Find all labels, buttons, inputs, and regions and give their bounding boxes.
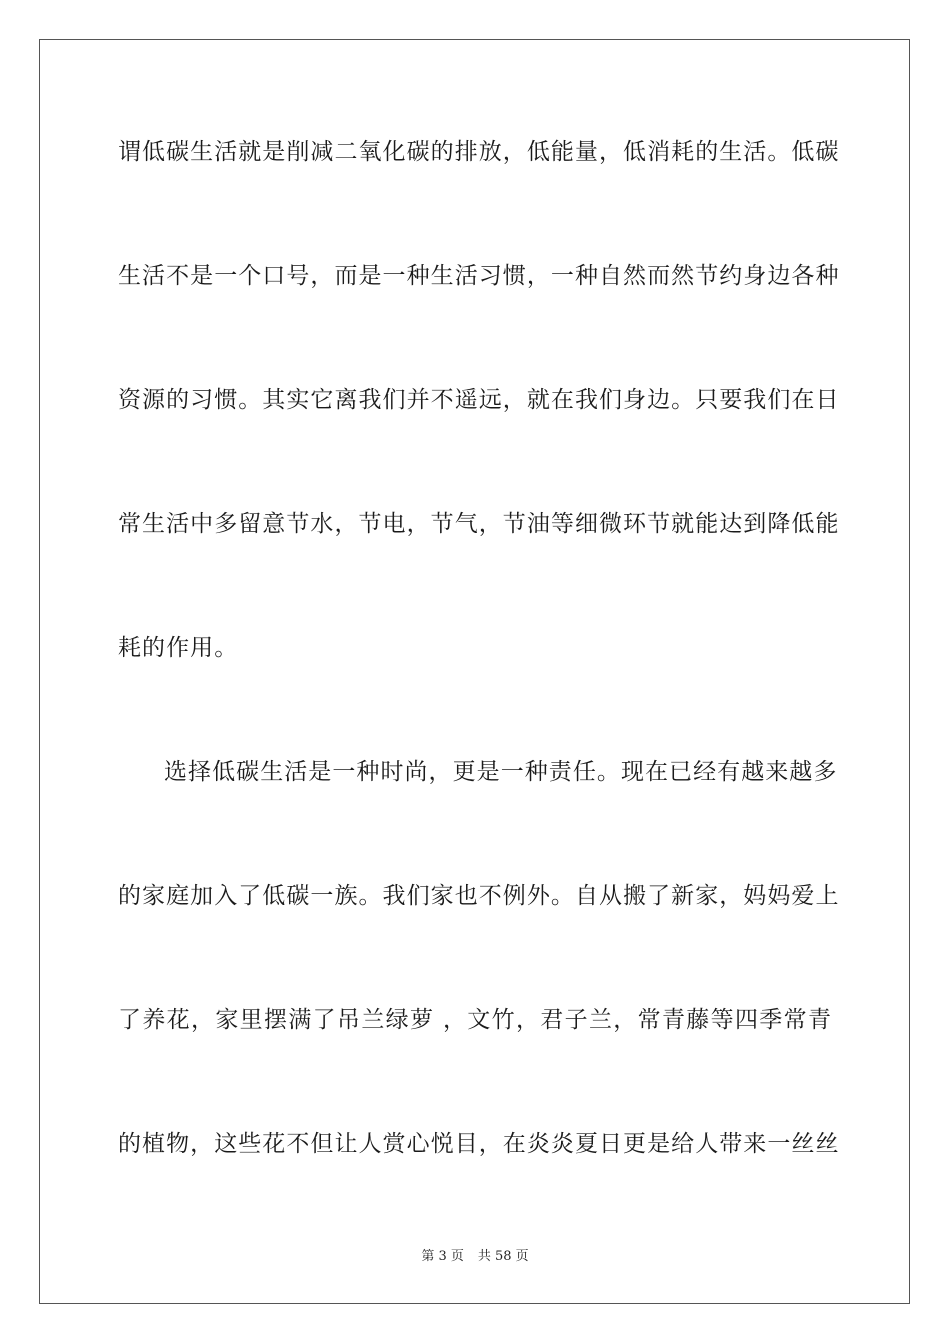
paragraph-line: 谓低碳生活就是削减二氧化碳的排放，低能量，低消耗的生活。低碳 (118, 139, 840, 165)
paragraph-line: 资源的习惯。其实它离我们并不遥远，就在我们身边。只要我们在日 (118, 387, 840, 413)
page-total: 共 58 页 (477, 1249, 529, 1264)
page-number: 第 3 页 (421, 1249, 464, 1264)
page-footer (0, 1248, 950, 1266)
paragraph-line: 耗的作用。 (118, 635, 239, 661)
page-frame (39, 39, 910, 1304)
paragraph-line: 选择低碳生活是一种时尚，更是一种责任。现在已经有越来越多 (164, 759, 838, 785)
paragraph-line: 的植物，这些花不但让人赏心悦目，在炎炎夏日更是给人带来一丝丝 (118, 1131, 840, 1157)
paragraph-line: 常生活中多留意节水，节电，节气，节油等细微环节就能达到降低能 (118, 511, 840, 537)
paragraph-line: 了养花，家里摆满了吊兰绿萝 ，文竹，君子兰，常青藤等四季常青 (118, 1007, 832, 1033)
paragraph-line: 生活不是一个口号，而是一种生活习惯，一种自然而然节约身边各种 (118, 263, 840, 289)
paragraph-line: 的家庭加入了低碳一族。我们家也不例外。自从搬了新家，妈妈爱上 (118, 883, 840, 909)
